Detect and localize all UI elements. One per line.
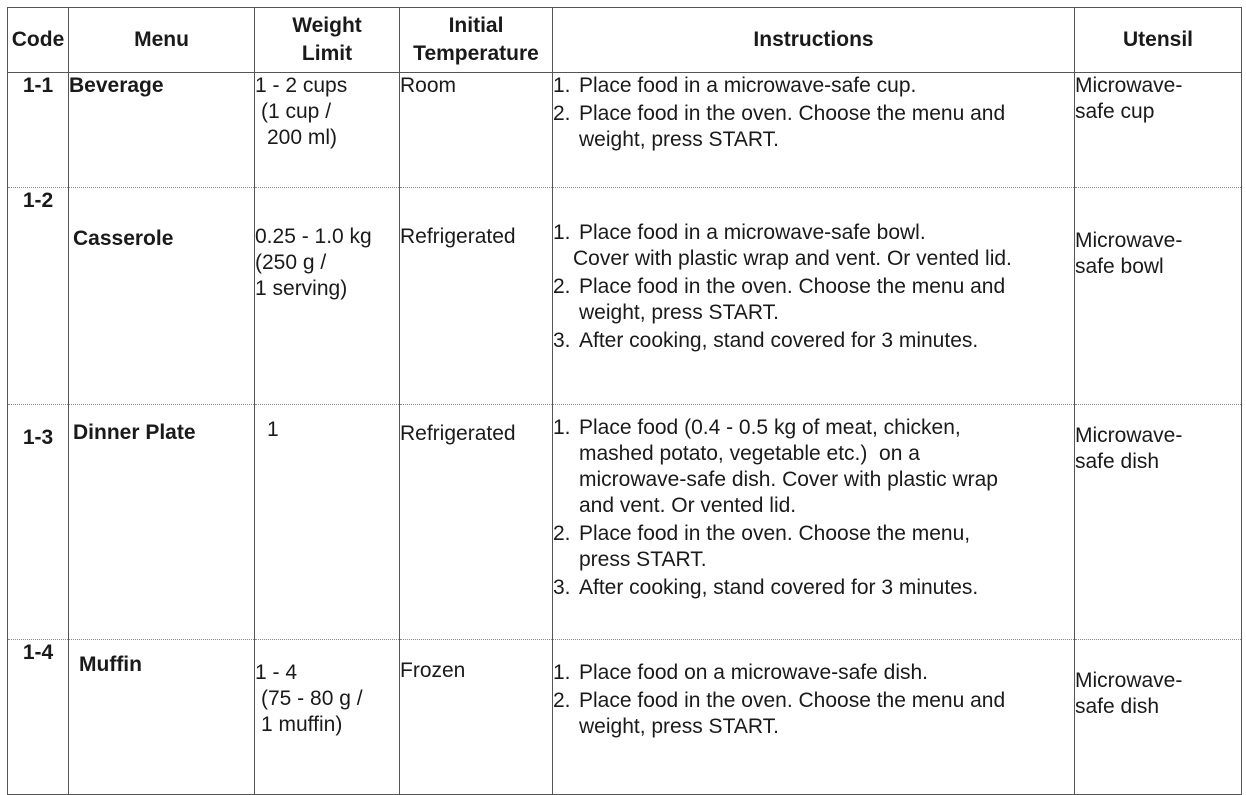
step-text: weight, press START. [579, 715, 779, 738]
utensil-cell [1075, 640, 1242, 795]
step-text: Place food on a microwave-safe dish. [579, 661, 929, 684]
weight-line: (250 g / [255, 251, 327, 274]
step-text: microwave-safe dish. Cover with plastic wrap [579, 468, 998, 491]
instructions-cell [553, 405, 1075, 640]
instruction-step [553, 73, 1074, 99]
step-number: 2. [553, 102, 571, 125]
header-weight-limit [255, 8, 400, 73]
weight-line: (75 - 80 g / [261, 687, 363, 710]
weight-line: 1 serving) [255, 277, 348, 300]
step-text: Place food (0.4 - 0.5 kg of meat, chicken, [579, 416, 961, 439]
initial-temperature-cell: Frozen [400, 640, 553, 795]
utensil-line: safe dish [1075, 695, 1160, 718]
header-utensil [1075, 8, 1242, 73]
instruction-step [553, 575, 1074, 601]
instruction-step [553, 220, 1074, 272]
menu-name-cell: Casserole [69, 188, 255, 405]
utensil-line: safe cup [1075, 100, 1155, 123]
utensil-line: safe bowl [1075, 255, 1164, 278]
step-text: Cover with plastic wrap and vent. Or vented lid. [573, 247, 1012, 270]
step-text: After cooking, stand covered for 3 minutes. [579, 329, 979, 352]
code-cell: 1-4 [8, 640, 69, 795]
instruction-step [553, 688, 1074, 740]
code-cell: 1-1 [8, 73, 69, 188]
weight-line: 200 ml) [267, 126, 338, 149]
menu-name-cell: Beverage [69, 73, 255, 188]
weight-line: 0.25 - 1.0 kg [255, 225, 372, 248]
step-text: Place food in the oven. Choose the menu and [579, 275, 1006, 298]
step-text: After cooking, stand covered for 3 minutes. [579, 576, 979, 599]
utensil-line: safe dish [1075, 450, 1160, 473]
header-temp-line1: Initial [448, 14, 504, 37]
initial-temperature-cell: Refrigerated [400, 405, 553, 640]
step-text: Place food in the oven. Choose the menu, [579, 522, 971, 545]
utensil-line: Microwave- [1075, 669, 1183, 692]
weight-limit-cell [255, 73, 400, 188]
initial-temperature-cell: Room [400, 73, 553, 188]
instruction-step [553, 415, 1074, 519]
step-text: Place food in a microwave-safe cup. [579, 74, 917, 97]
weight-limit-cell [255, 405, 400, 640]
header-menu [69, 8, 255, 73]
auto-cook-menu-table [7, 7, 1242, 795]
step-number: 3. [553, 329, 571, 352]
instruction-step [553, 660, 1074, 686]
step-text: press START. [579, 548, 707, 571]
weight-line: 1 [267, 418, 279, 441]
weight-limit-cell [255, 188, 400, 405]
header-weight-line1: Weight [292, 14, 362, 37]
step-number: 2. [553, 522, 571, 545]
step-number: 1. [553, 74, 571, 97]
weight-line: 1 muffin) [261, 713, 343, 736]
header-code [8, 8, 69, 73]
header-menu-label: Menu [134, 28, 189, 51]
instruction-step [553, 521, 1074, 573]
step-text: Place food in the oven. Choose the menu and [579, 102, 1006, 125]
utensil-cell [1075, 188, 1242, 405]
header-row [8, 8, 1242, 73]
step-number: 2. [553, 689, 571, 712]
step-text: weight, press START. [579, 301, 779, 324]
step-text: mashed potato, vegetable etc.) on a [579, 442, 920, 465]
weight-line: 1 - 2 cups [255, 74, 348, 97]
utensil-line: Microwave- [1075, 424, 1183, 447]
instruction-step [553, 328, 1074, 354]
step-number: 1. [553, 661, 571, 684]
header-initial-temperature [400, 8, 553, 73]
menu-name-cell: Dinner Plate [69, 405, 255, 640]
header-instructions [553, 8, 1075, 73]
step-text: weight, press START. [579, 128, 779, 151]
weight-limit-cell [255, 640, 400, 795]
header-temp-line2: Temperature [413, 42, 539, 65]
step-number: 2. [553, 275, 571, 298]
instruction-step [553, 101, 1074, 153]
step-text: and vent. Or vented lid. [579, 494, 797, 517]
header-instructions-label: Instructions [753, 28, 874, 51]
step-text: Place food in the oven. Choose the menu and [579, 689, 1006, 712]
step-number: 1. [553, 221, 571, 244]
initial-temperature-cell: Refrigerated [400, 188, 553, 405]
step-text: Place food in a microwave-safe bowl. [579, 221, 926, 244]
header-code-label: Code [11, 28, 65, 51]
instructions-cell [553, 188, 1075, 405]
table-row [8, 405, 1242, 640]
instructions-cell [553, 73, 1075, 188]
weight-line: 1 - 4 [255, 661, 298, 684]
menu-name-cell: Muffin [69, 640, 255, 795]
weight-line: (1 cup / [261, 100, 332, 123]
utensil-line: Microwave- [1075, 74, 1183, 97]
table-row [8, 640, 1242, 795]
table-row [8, 188, 1242, 405]
table-row [8, 73, 1242, 188]
utensil-cell [1075, 73, 1242, 188]
instruction-step [553, 274, 1074, 326]
code-cell: 1-2 [8, 188, 69, 405]
utensil-line: Microwave- [1075, 229, 1183, 252]
step-number: 1. [553, 416, 571, 439]
header-weight-line2: Limit [301, 42, 353, 65]
step-number: 3. [553, 576, 571, 599]
header-utensil-label: Utensil [1122, 28, 1193, 51]
code-cell: 1-3 [8, 405, 69, 640]
utensil-cell [1075, 405, 1242, 640]
instructions-cell [553, 640, 1075, 795]
